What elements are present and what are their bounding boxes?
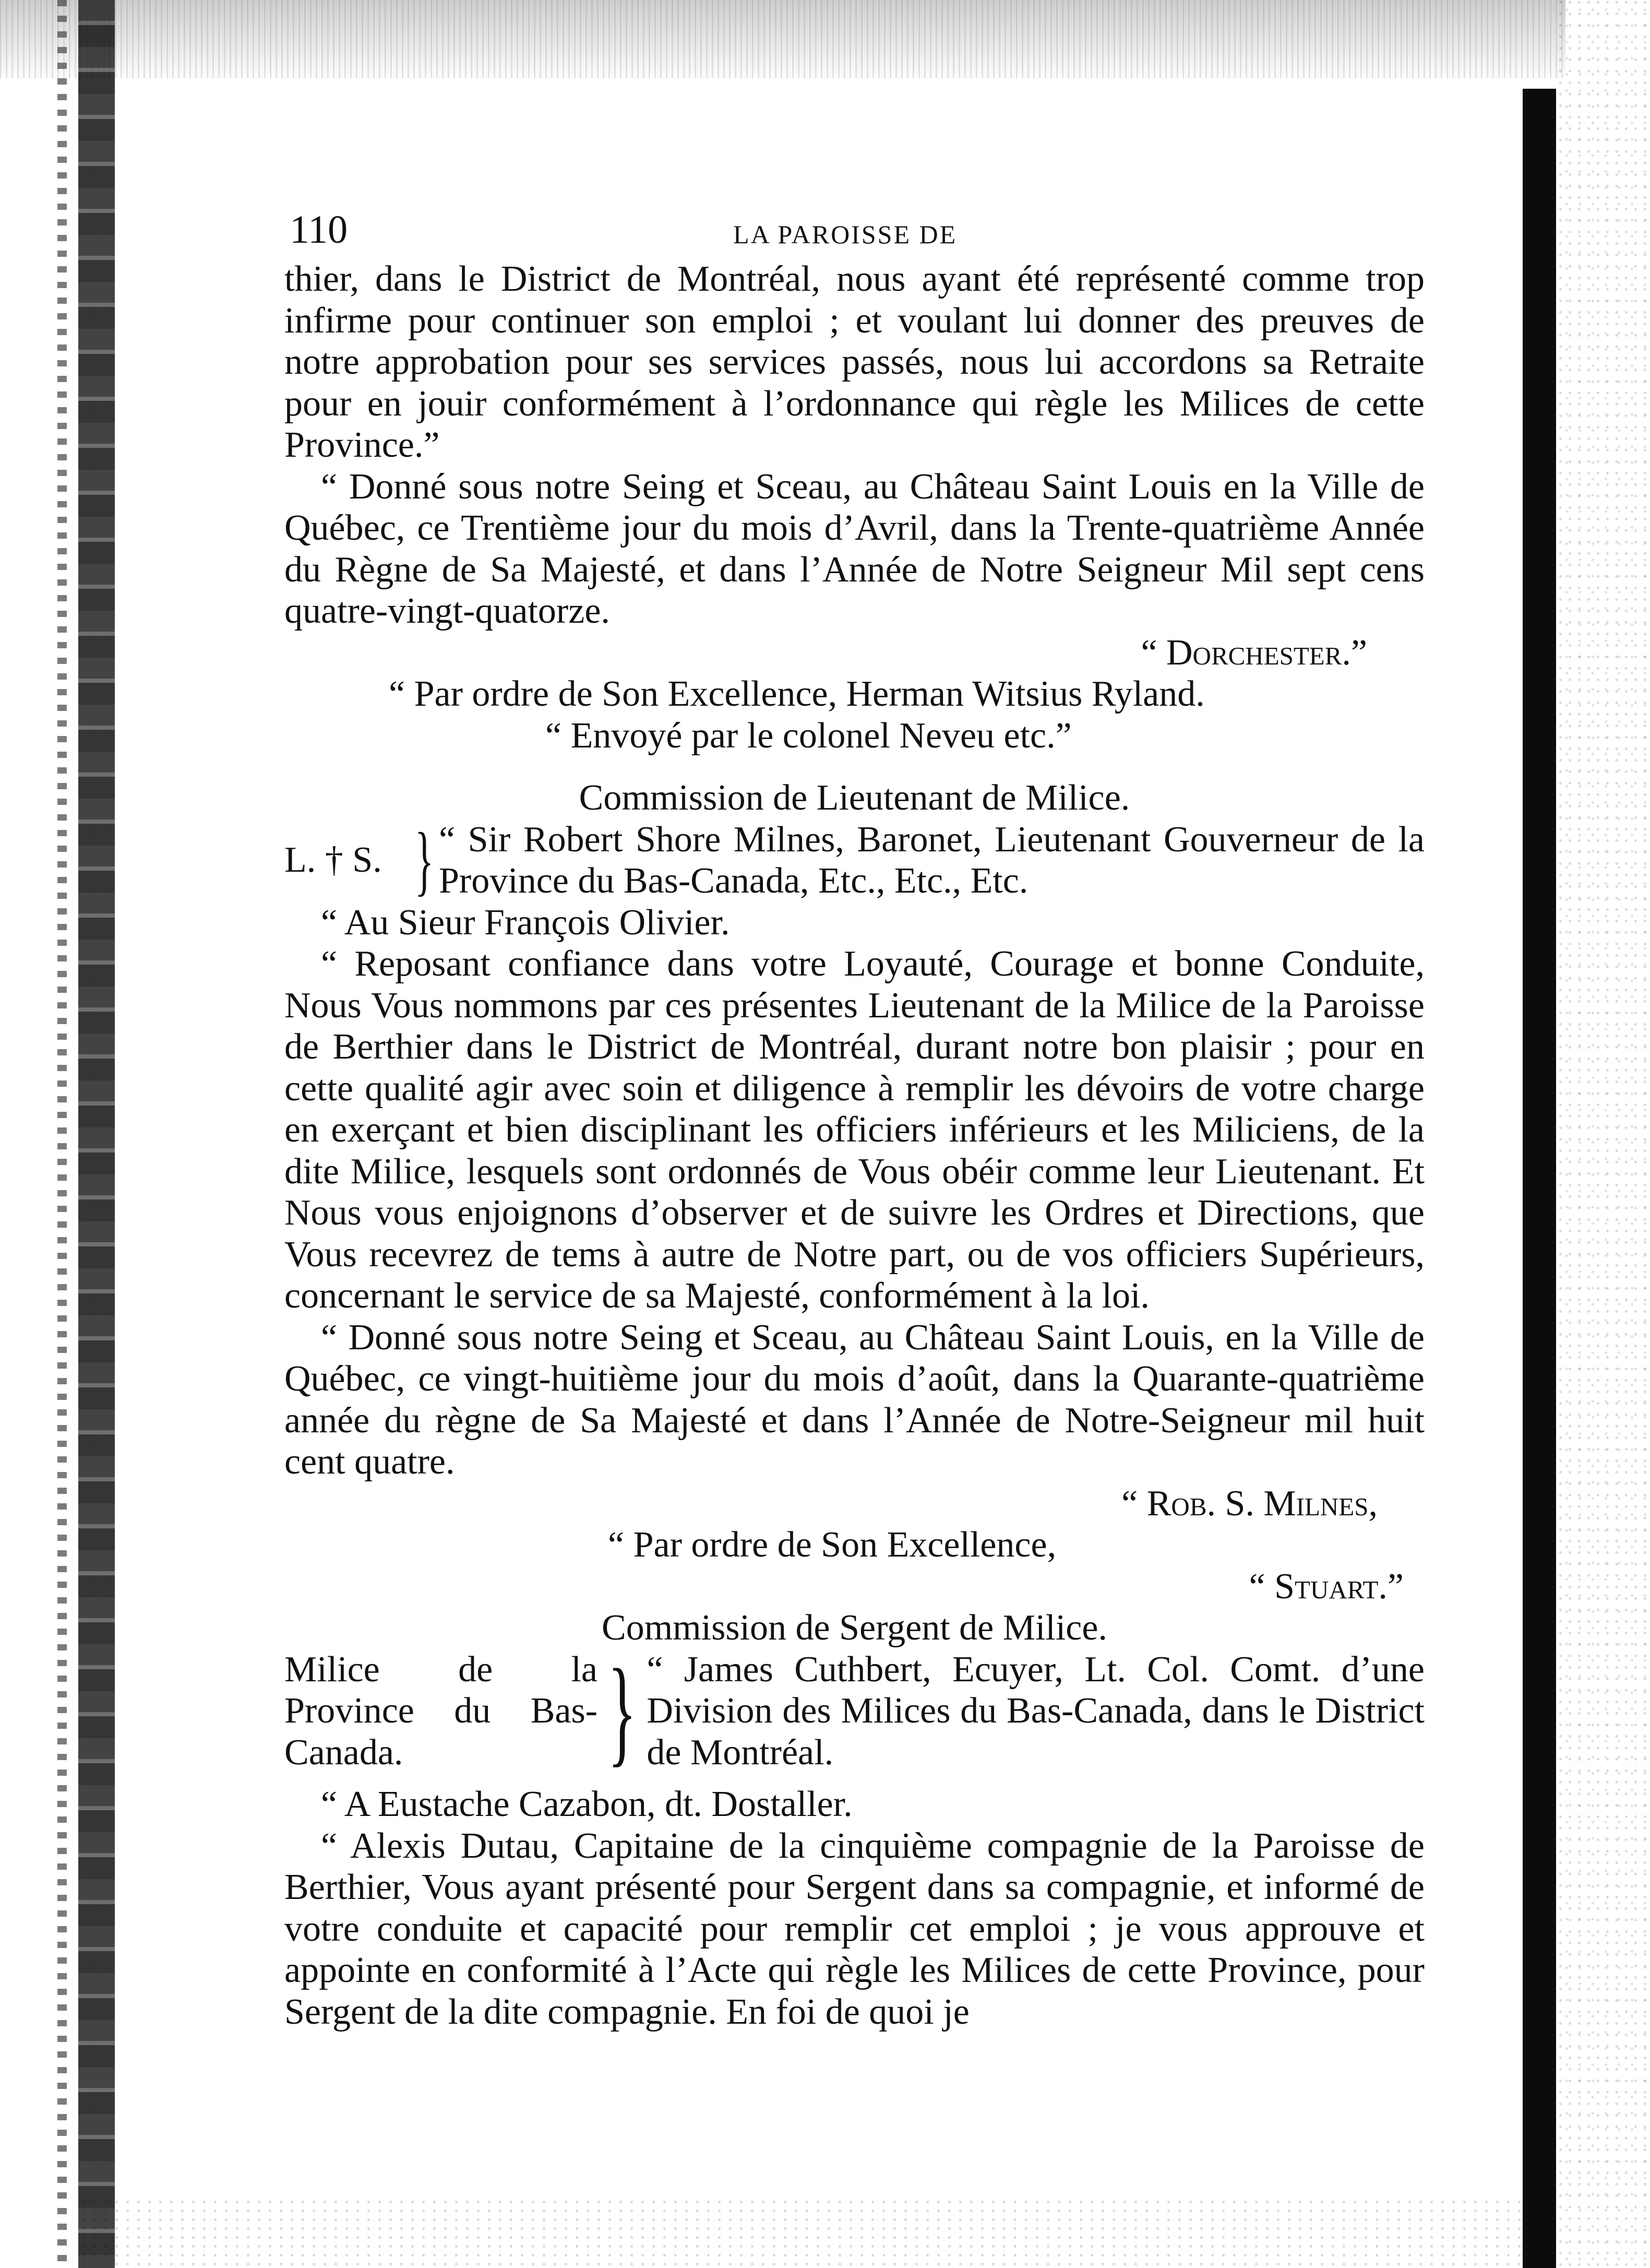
seal-marker: L. † S. xyxy=(284,840,382,881)
scan-edge-top xyxy=(0,0,1565,78)
governor-heading: “ Sir Robert Shore Milnes, Baronet, Lieutenant Gouverneur de la Province du Bas-Canada, Etc., Etc., Etc. xyxy=(439,819,1425,901)
brace-glyph: } xyxy=(415,817,434,904)
by-order-ryland: “ Par ordre de Son Excellence, Herman Witsius Ryland. xyxy=(389,674,1205,714)
paragraph-given-under-seal-1804: “ Donné sous notre Seing et Sceau, au Château Saint Louis, en la Ville de Québec, ce vingt-huitième jour du mois d’août, dans la Quarante-quatrième année du règne de Sa Majesté et dans l’Année de Notre-Seigneur mil huit cent quatre. xyxy=(284,1317,1425,1482)
scan-edge-right xyxy=(1523,89,1556,2268)
paragraph-retirement: thier, dans le District de Montréal, nous ayant été représenté comme trop infirme pour continuer son emploi ; et voulant lui donner des preuves de notre approbation pour ses services passés, nous lui accordons sa Retraite pour en jouir conformément à l’ordonnance qui règle les Milices de cette Province.” xyxy=(284,259,1425,465)
paragraph-appointment-lieutenant: “ Reposant confiance dans votre Loyauté, Courage et bonne Conduite, Nous Vous nommons par ces présentes Lieutenant de la Milice de la Paroisse de Berthier dans le District de Montréal, durant notre bon plaisir ; pour en cette qualité agir avec soin et diligence à remplir les dévoirs de votre charge en exerçant et bien disciplinant les officiers inférieurs et les Miliciens, de la dite Milice, lesquels sont ordonnés de Vous obéir comme leur Lieutenant. Et Nous vous enjoignons d’observer et de suivre les Ordres et Directions, que Vous recevrez de tems à autre de Notre part, ou de vos officiers Supérieurs, concernant le service de sa Majesté, conformément à la loi. xyxy=(284,944,1425,1316)
commission-heading-lieutenant xyxy=(284,819,1425,902)
addressee-olivier: “ Au Sieur François Olivier. xyxy=(321,902,730,943)
signature-dorchester: “ Dorchester.” xyxy=(1141,632,1367,673)
sent-by-line: “ Envoyé par le colonel Neveu etc.” xyxy=(545,715,1072,756)
cuthbert-heading: “ James Cuthbert, Ecuyer, Lt. Col. Comt. d’une Division des Milices du Bas-Canada, dans le District de Montréal. xyxy=(647,1649,1425,1773)
scan-edge-left xyxy=(78,0,115,2268)
commission-heading-sergent xyxy=(284,1644,1425,1777)
militia-province-label: Milice de la Province du Bas-Canada. xyxy=(284,1649,597,1773)
scan-edge-right-speckle xyxy=(1558,0,1650,2268)
signature-milnes: “ Rob. S. Milnes, xyxy=(1121,1483,1378,1524)
scan-edge-left-thin xyxy=(57,0,67,2268)
section-title-sergent: Commission de Sergent de Milice. xyxy=(602,1608,1107,1648)
page-header xyxy=(284,206,1425,258)
brace-glyph: } xyxy=(607,1644,637,1777)
paragraph-appointment-sergent: “ Alexis Dutau, Capitaine de la cinquième compagnie de la Paroisse de Berthier, Vous ayant présenté pour Sergent dans sa compagnie, et informé de votre conduite et capacité pour remplir cet emploi ; je vous approuve et appointe en conformité à l’Acte qui règle les Milices de cette Province, pour Sergent de la dite compagnie. En foi de quoi je xyxy=(284,1825,1425,2032)
book-page xyxy=(284,206,1425,2033)
running-title: LA PAROISSE DE xyxy=(733,220,958,249)
countersign-stuart: “ Stuart.” xyxy=(1249,1566,1404,1607)
scan-edge-bottom xyxy=(78,2198,1524,2268)
by-order-excellence: “ Par ordre de Son Excellence, xyxy=(608,1525,1057,1565)
section-title-lieutenant: Commission de Lieutenant de Milice. xyxy=(579,778,1130,818)
page-number: 110 xyxy=(290,208,348,252)
paragraph-given-under-seal: “ Donné sous notre Seing et Sceau, au Château Saint Louis en la Ville de Québec, ce Trentième jour du mois d’Avril, dans la Trente-quatrième Année du Règne de Sa Majesté, et dans l’Année de Notre Seigneur Mil sept cens quatre-vingt-quatorze. xyxy=(284,466,1425,631)
addressee-cazabon: “ A Eustache Cazabon, dt. Dostaller. xyxy=(321,1784,853,1824)
